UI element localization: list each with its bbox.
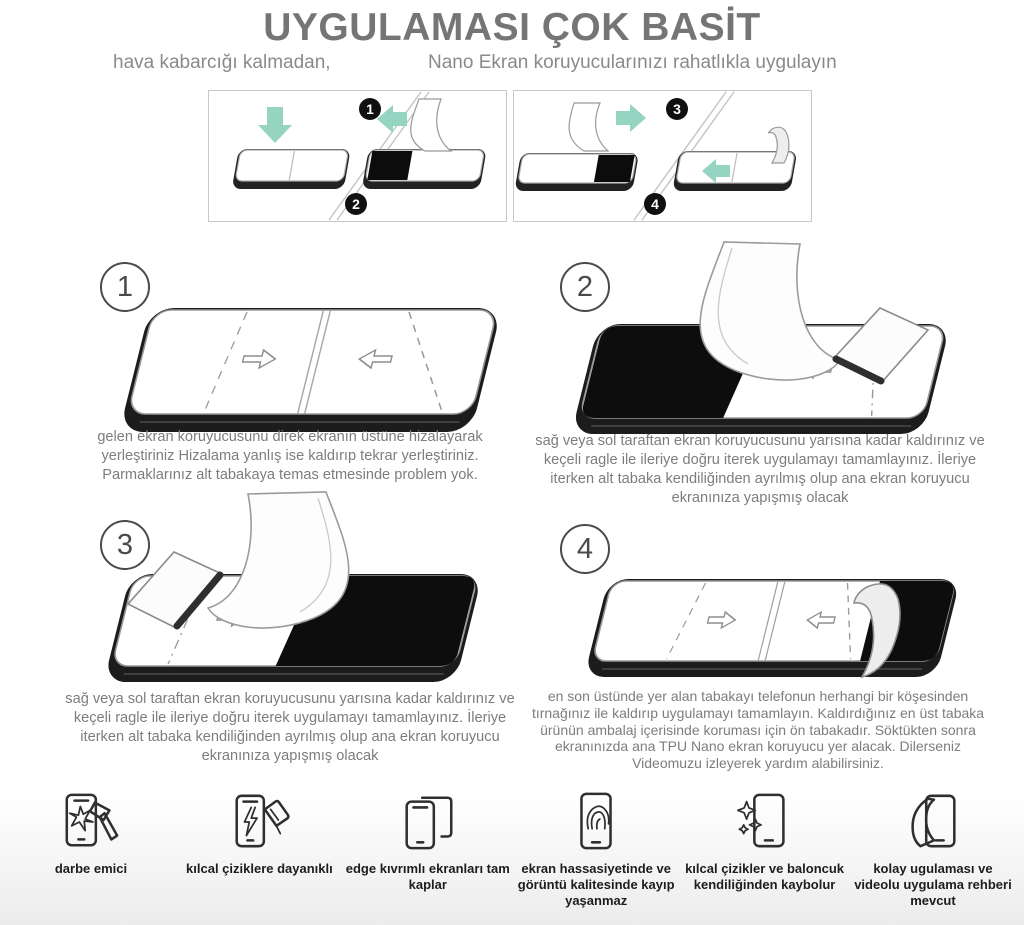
step-4-text: en son üstünde yer alan tabakayı telefonun herhangi bir köşesinden tırnağınız ile kaldırıp uygulamayı tamamlayın. Kaldırdığınız en üst tabaka ürünün ambalaj içerisinde koruması için ön tabakadır. Söktükten sonra ekranınızda ana TPU Nano ekran koruyucu yer alacak. Dilerseniz Videomuzu izleyerek yardım alabilirsiniz. (531, 688, 985, 772)
feature-label: kolay ugulaması ve videolu uygulama rehberi mevcut (854, 861, 1012, 908)
step-3-illustration (56, 488, 506, 686)
feature-shock (8, 790, 174, 909)
page-title: UYGULAMASI ÇOK BASİT (263, 6, 761, 49)
feature-label: edge kıvrımlı ekranları tam kaplar (345, 861, 510, 892)
peeled-film (208, 492, 349, 628)
step-1-number: 1 (100, 262, 150, 312)
step-badge-1: 1 (359, 98, 381, 120)
quick-guide-strip (208, 90, 812, 222)
scratch-resistant-icon (228, 790, 290, 852)
feature-easyapply (850, 790, 1016, 909)
step-4-illustration (522, 573, 974, 690)
step-3-number: 3 (100, 520, 150, 570)
feature-label: kılcal çiziklere dayanıklı (186, 861, 333, 876)
easy-application-icon (902, 790, 964, 852)
step-2-illustration (528, 238, 974, 438)
feature-label: darbe emici (54, 861, 128, 876)
feature-edge (345, 790, 511, 909)
step-badge-4: 4 (644, 193, 666, 215)
step-4-number: 4 (560, 524, 610, 574)
peeled-film (700, 242, 840, 380)
step-1-text: gelen ekran koruyucusunu direk ekranın üstüne hizalayarak yerleştiriniz Hizalama yanlış ise kaldırıp tekrar yerleştiriniz. Parmaklarınız alt tabakaya temas etmesinde problem yok. (97, 429, 483, 483)
feature-touch (513, 790, 679, 909)
step-2-text: sağ veya sol taraftan ekran koruyucusunu yarısına kadar kaldırınız ve keçeli ragle ile ileriye doğru iterek uygulamayı tamamlayınız. İleriye iterken alt tabaka kendiliğinden ayrılmış olup ana ekran koruyucu ekranınıza yapışmış olacak (535, 433, 985, 506)
subtitle-left: hava kabarcığı kalmadan, (113, 52, 331, 73)
subtitle-right: Nano Ekran koruyucularınızı rahatlıkla uygulayın (428, 52, 837, 73)
feature-selfheal (682, 790, 848, 909)
feature-scratch (176, 790, 342, 909)
step-3-text: sağ veya sol taraftan ekran koruyucusunu yarısına kadar kaldırınız ve keçeli ragle ile ileriye doğru iterek uygulamayı tamamlayınız. İleriye iterken alt tabaka kendiliğinden ayrılmış olup ana ekran koruyucu ekranınıza yapışmış olacak (65, 691, 515, 764)
shock-absorber-icon (60, 790, 122, 852)
quick-guide-panel-1 (208, 90, 507, 222)
step-2-number: 2 (560, 262, 610, 312)
self-healing-icon (734, 790, 796, 852)
feature-label: ekran hassasiyetinde ve görüntü kalitesinde kayıp yaşanmaz (517, 861, 675, 908)
feature-row (8, 790, 1016, 909)
quick-guide-panel-2 (513, 90, 812, 222)
step-badge-2: 2 (345, 193, 367, 215)
touch-sensitivity-icon (565, 790, 627, 852)
teal-down-arrow (258, 107, 292, 143)
teal-right-arrow (616, 104, 646, 132)
edge-coverage-icon (397, 790, 459, 852)
feature-label: kılcal çizikler ve baloncuk kendiliğinden kaybolur (685, 861, 845, 892)
step-badge-3: 3 (666, 98, 688, 120)
